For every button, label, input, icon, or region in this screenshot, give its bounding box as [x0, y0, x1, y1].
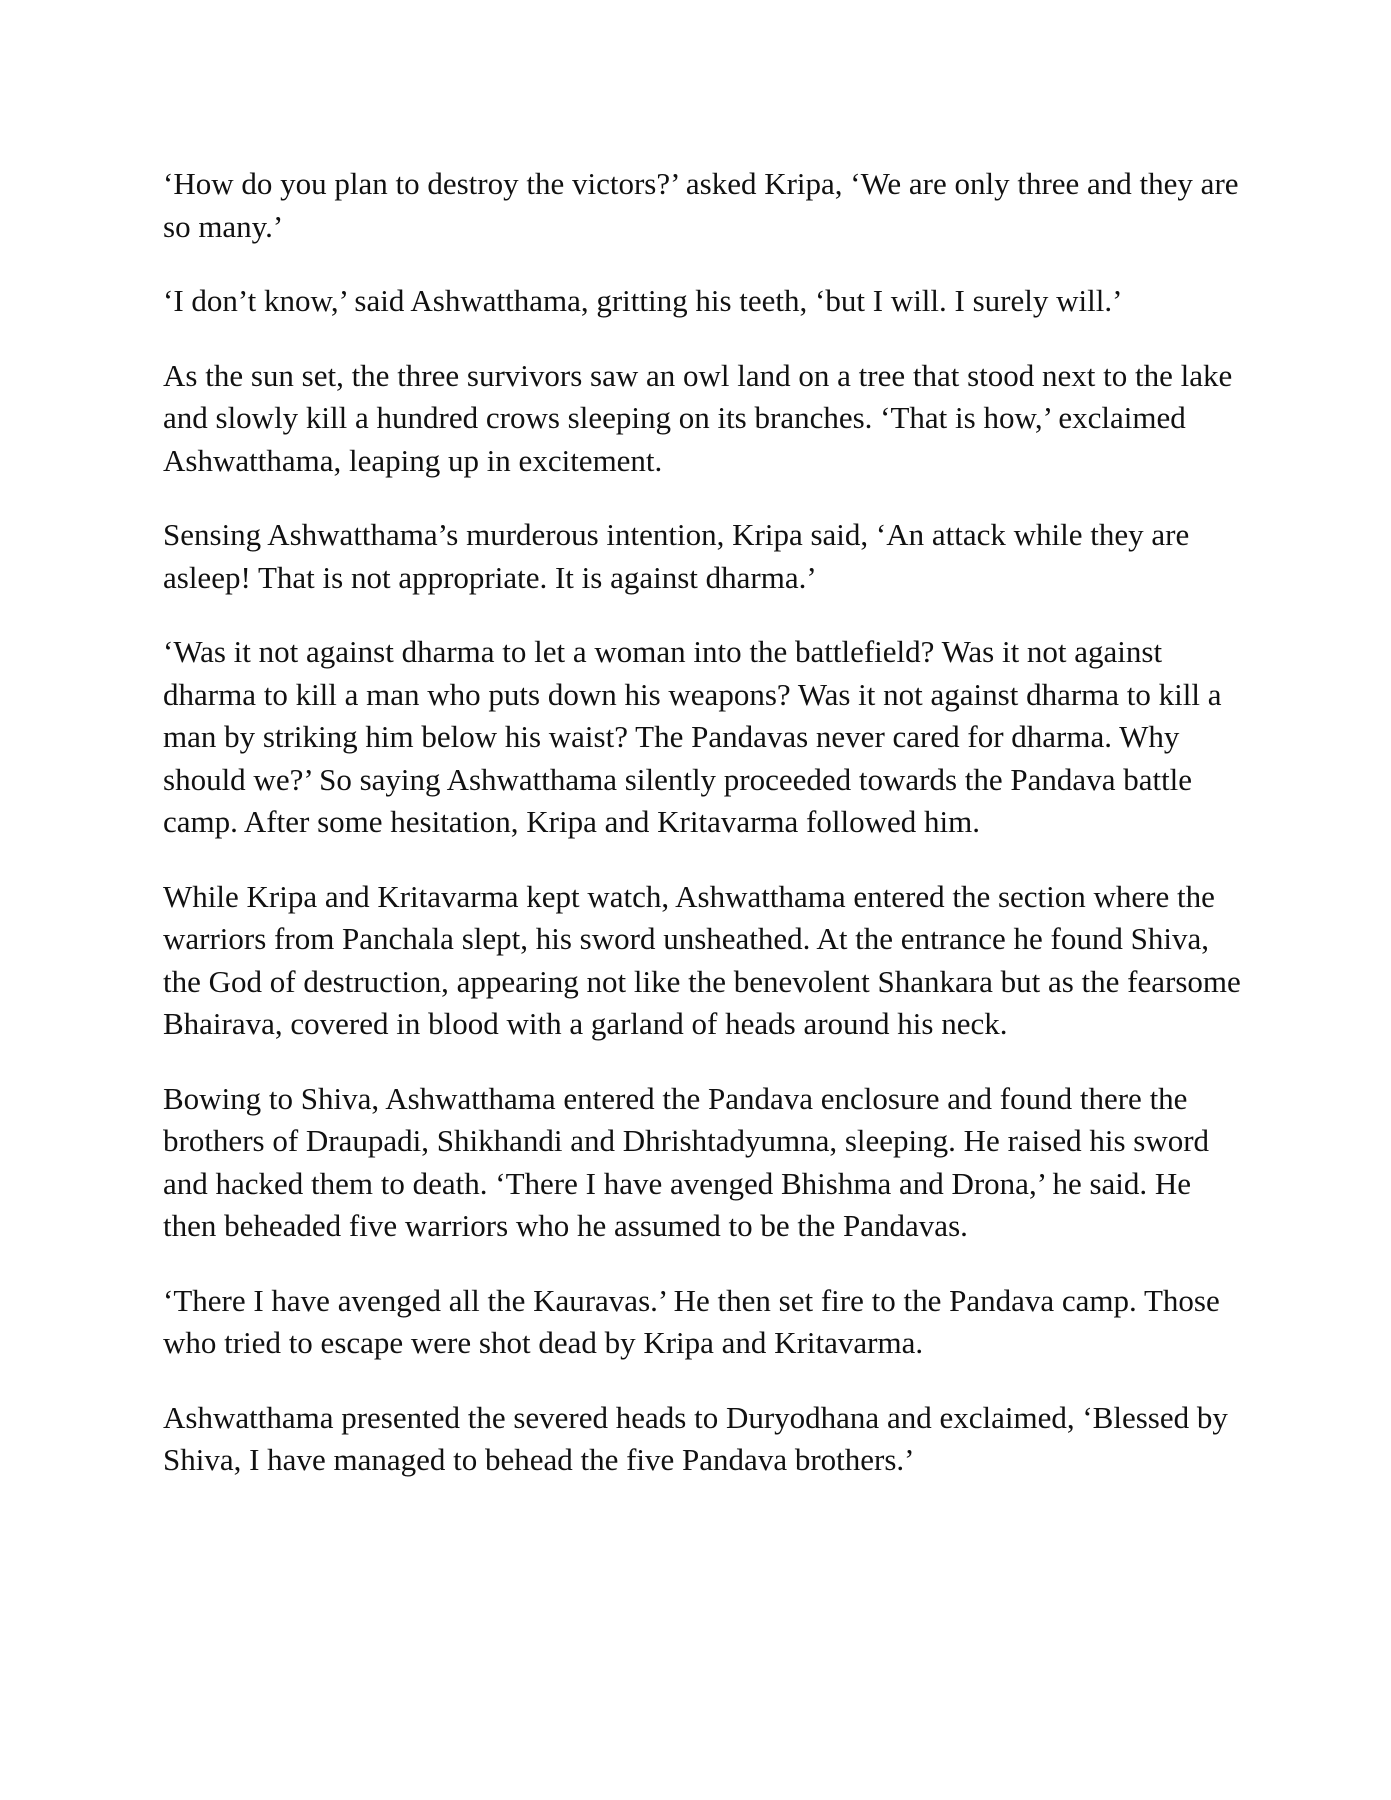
paragraph: Ashwatthama presented the severed heads to Duryodhana and exclaimed, ‘Blessed by Shiva, I have managed to behead the five Pandava brothers.’	[163, 1399, 1228, 1477]
paragraph: As the sun set, the three survivors saw an owl land on a tree that stood next to the lake and slowly kill a hundred crows sleeping on its branches. ‘That is how,’ exclaimed Ashwatthama, leaping up in excitement.	[163, 357, 1233, 478]
paragraph: Sensing Ashwatthama’s murderous intention, Kripa said, ‘An attack while they are asleep! That is not appropriate. It is against dharma.’	[163, 517, 1190, 595]
paragraph: While Kripa and Kritavarma kept watch, Ashwatthama entered the section where the warriors from Panchala slept, his sword unsheathed. At the entrance he found Shiva, the God of destruction, appearing not like the benevolent Shankara but as the fearsome Bhairava, covered in blood with a garland of heads around his neck.	[163, 878, 1241, 1041]
paragraph: ‘I don’t know,’ said Ashwatthama, gritting his teeth, ‘but I will. I surely will.’	[163, 283, 1123, 318]
paragraph: ‘There I have avenged all the Kauravas.’ He then set fire to the Pandava camp. Those who tried to escape were shot dead by Kripa and Kritavarma.	[163, 1282, 1220, 1360]
paragraph: Bowing to Shiva, Ashwatthama entered the Pandava enclosure and found there the brothers of Draupadi, Shikhandi and Dhrishtadyumna, sleeping. He raised his sword and hacked them to death. ‘There I have avenged Bhishma and Drona,’ he said. He then beheaded five warriors who he assumed to be the Pandavas.	[163, 1080, 1210, 1243]
paragraph: ‘Was it not against dharma to let a woman into the battlefield? Was it not against dharma to kill a man who puts down his weapons? Was it not against dharma to kill a man by striking him below his waist? The Pandavas never cared for dharma. Why should we?’ So saying Ashwatthama silently proceeded towards the Pandava battle camp. After some hesitation, Kripa and Kritavarma followed him.	[163, 634, 1222, 839]
paragraph: ‘How do you plan to destroy the victors?’ asked Kripa, ‘We are only three and they are so many.’	[163, 166, 1239, 244]
body-text	[163, 163, 1243, 1514]
